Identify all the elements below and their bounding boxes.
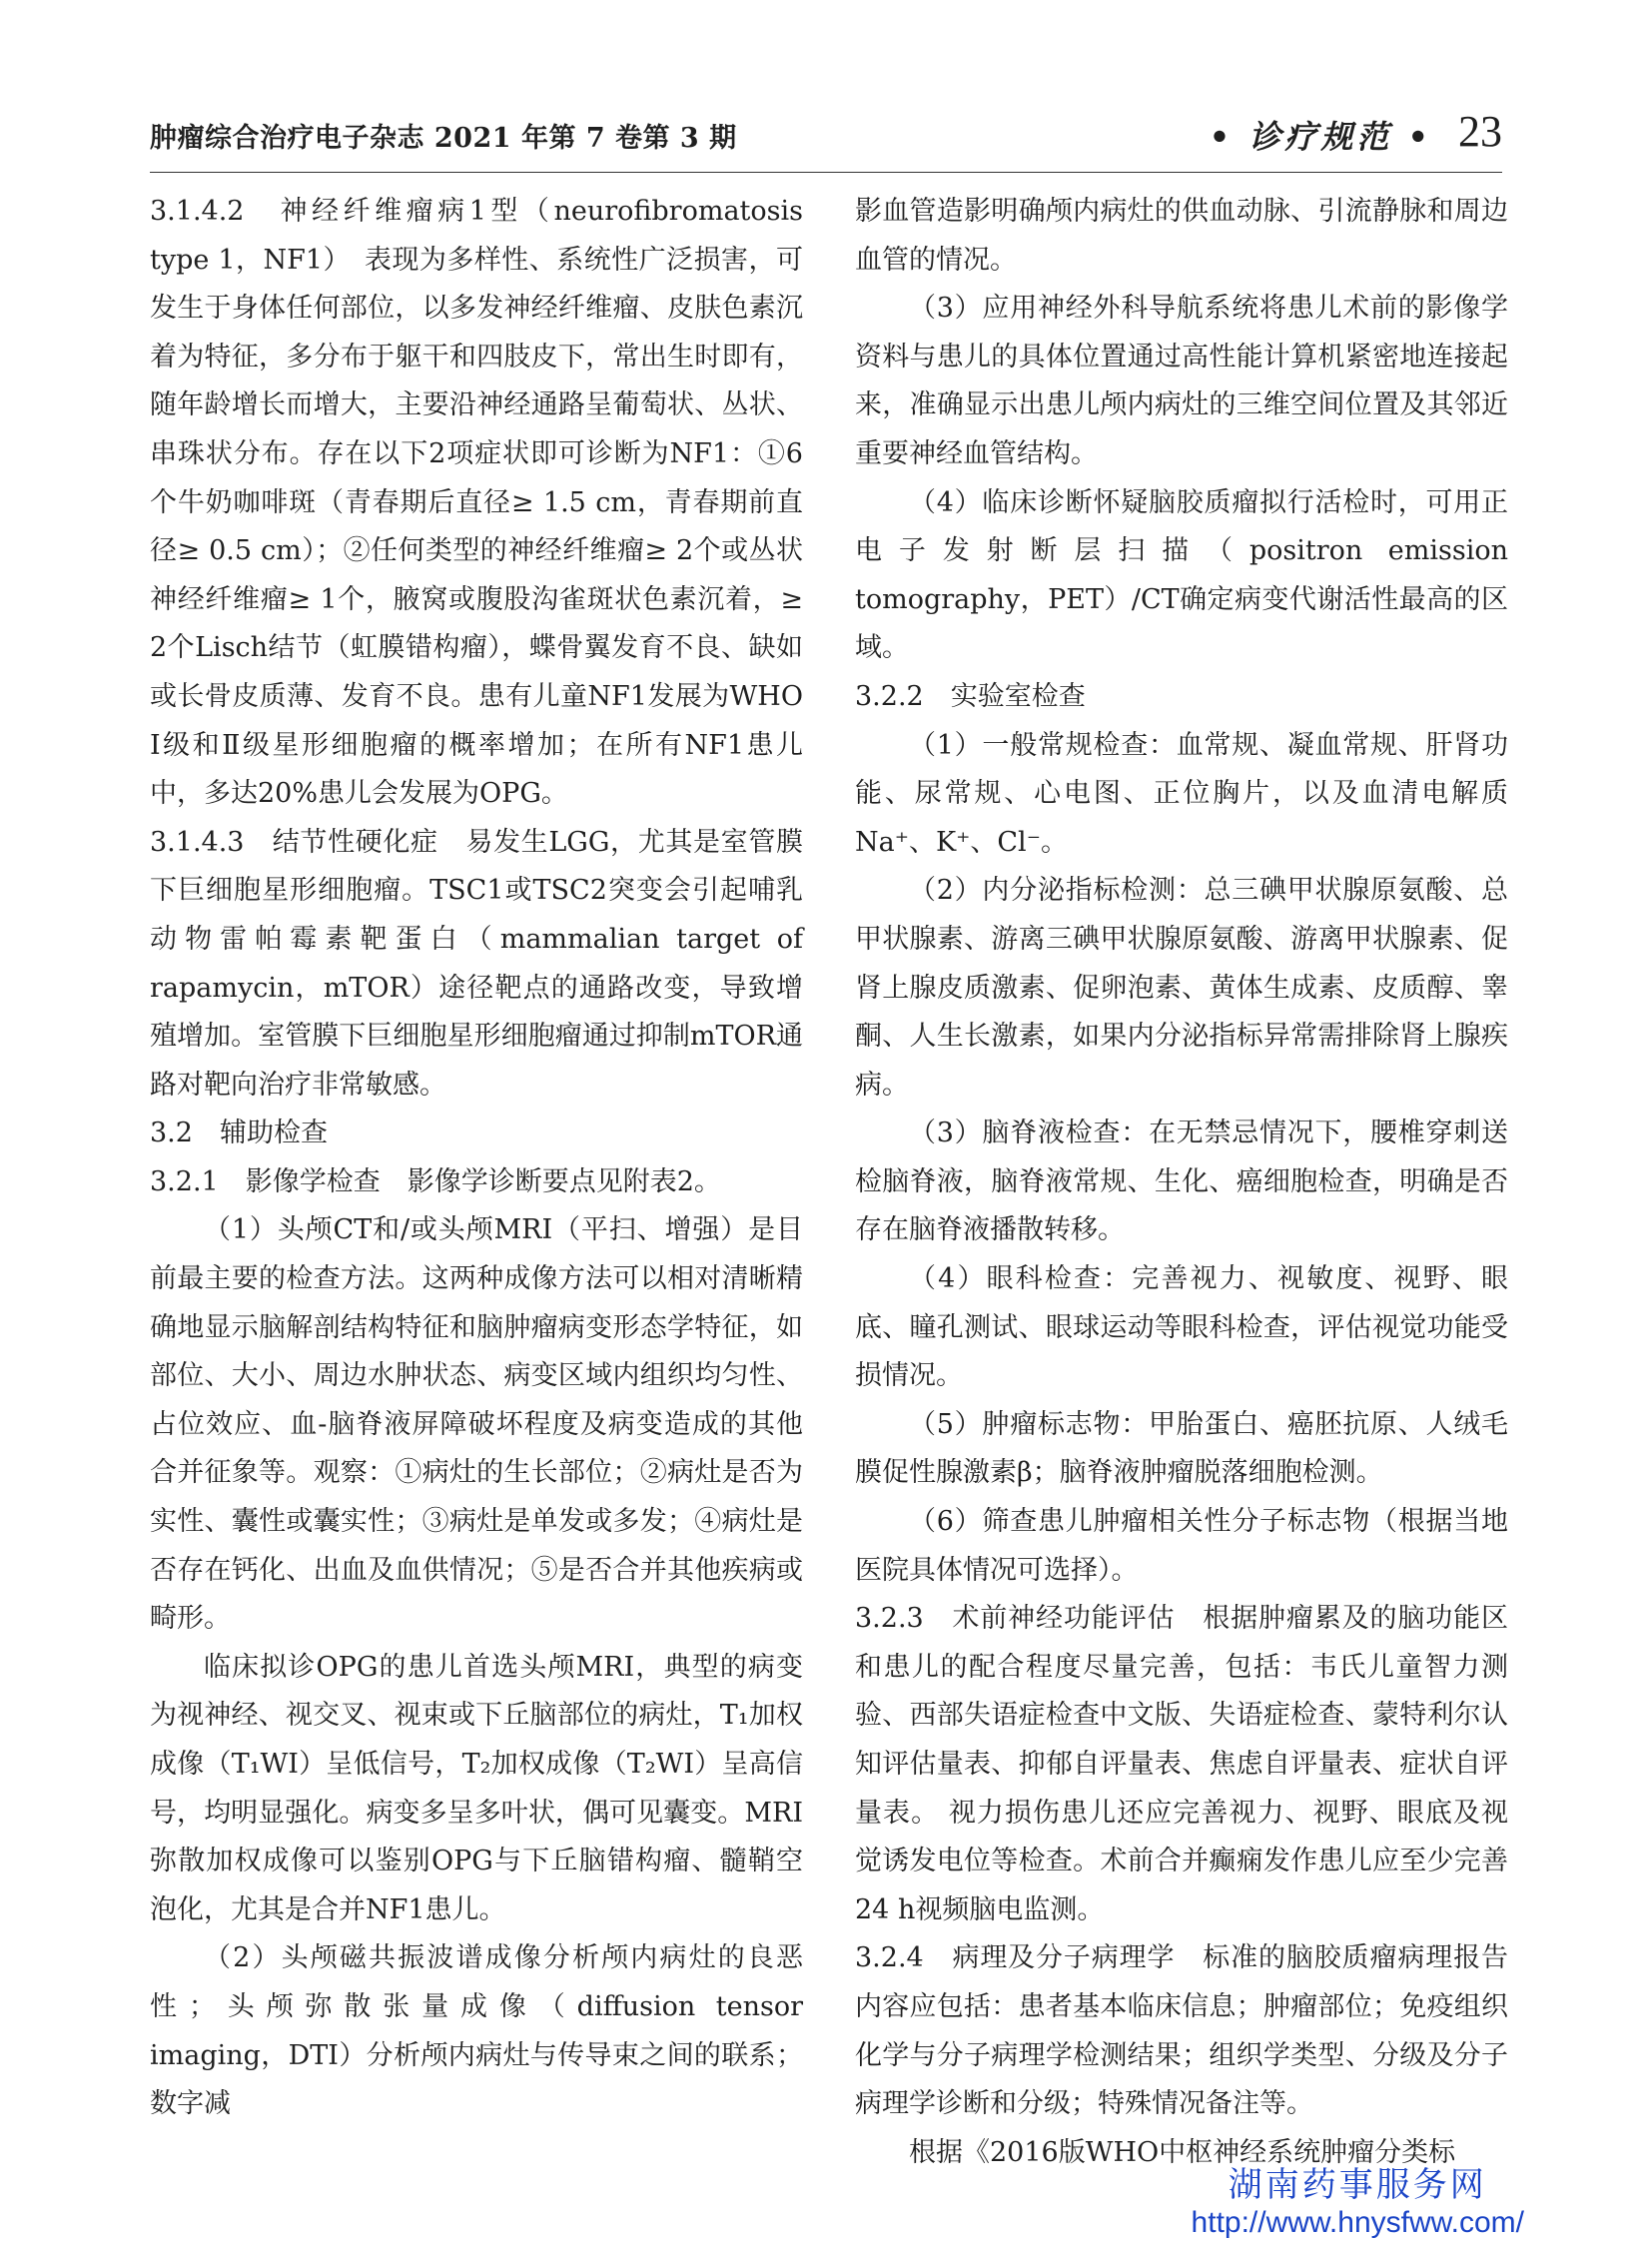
paragraph: （1）一般常规检查：血常规、凝血常规、肝肾功能、尿常规、心电图、正位胸片，以及血清电解质Na⁺、K⁺、Cl⁻。 [855,729,1508,858]
paragraph: 临床拟诊OPG的患儿首选头颅MRI，典型的病变为视神经、视交叉、视束或下丘脑部位的病灶，T₁加权成像（T₁WI）呈低信号，T₂加权成像（T₂WI）呈高信号，均明显强化。病变多呈多叶状，偶可见囊变。MRI弥散加权成像可以鉴别OPG与下丘脑错构瘤、髓鞘空泡化，尤其是合并NF1患儿。 [150,1651,803,1925]
paragraph: 3.1.4.2 神经纤维瘤病1型（neurofibromatosis type 1，NF1） 表现为多样性、系统性广泛损害，可发生于身体任何部位，以多发神经纤维瘤、皮肤色素沉着为特征，多分布于躯干和四肢皮下，常出生时即有，随年龄增长而增大，主要沿神经通路呈葡萄状、丛状、串珠状分布。存在以下2项症状即可诊断为NF1：①6个牛奶咖啡斑（青春期后直径≥ 1.5 cm，青春期前直径≥ 0.5 cm）；②任何类型的神经纤维瘤≥ 2个或丛状神经纤维瘤≥ 1个，腋窝或腹股沟雀斑状色素沉着，≥ 2个Lisch结节（虹膜错构瘤），蝶骨翼发育不良、缺如或长骨皮质薄、发育不良。患有儿童NF1发展为WHO Ⅰ级和Ⅱ级星形细胞瘤的概率增加；在所有NF1患儿中，多达20%患儿会发展为OPG。 [150,196,803,810]
paragraph: （3）应用神经外科导航系统将患儿术前的影像学资料与患儿的具体位置通过高性能计算机紧密地连接起来，准确显示出患儿颅内病灶的三维空间位置及其邻近重要神经血管结构。 [855,293,1508,469]
paragraph: 3.1.4.3 结节性硬化症 易发生LGG，尤其是室管膜下巨细胞星形细胞瘤。TSC1或TSC2突变会引起哺乳动物雷帕霉素靶蛋白（mammalian target of rapamycin，mTOR）途径靶点的通路改变，导致增殖增加。室管膜下巨细胞星形细胞瘤通过抑制mTOR通路对靶向治疗非常敏感。 [150,826,803,1101]
paragraph: （6）筛查患儿肿瘤相关性分子标志物（根据当地医院具体情况可选择）。 [855,1506,1508,1586]
section-tag: • 诊疗规范 • [1209,118,1432,156]
paragraph: （3）脑脊液检查：在无禁忌情况下，腰椎穿刺送检脑脊液，脑脊液常规、生化、癌细胞检查，明确是否存在脑脊液播散转移。 [855,1118,1508,1246]
paragraph: （4）眼科检查：完善视力、视敏度、视野、眼底、瞳孔测试、眼球运动等眼科检查，评估视觉功能受损情况。 [855,1263,1508,1392]
paragraph: 影血管造影明确颅内病灶的供血动脉、引流静脉和周边血管的情况。 [855,196,1508,276]
paragraph: （4）临床诊断怀疑脑胶质瘤拟行活检时，可用正电子发射断层扫描（positron emission tomography，PET）/CT确定病变代谢活性最高的区域。 [855,486,1508,664]
paragraph: 根据《2016版WHO中枢神经系统肿瘤分类标 [909,2136,1456,2168]
watermark [1192,2165,1524,2241]
paragraph: 3.2.1 影像学检查 影像学诊断要点见附表2。 [150,1165,721,1197]
page-header [150,107,1502,168]
paragraph: （2）内分泌指标检测：总三碘甲状腺原氨酸、总甲状腺素、游离三碘甲状腺原氨酸、游离甲状腺素、促肾上腺皮质激素、促卵泡素、黄体生成素、皮质醇、睾酮、人生长激素，如果内分泌指标异常需排除肾上腺疾病。 [855,875,1508,1101]
paragraph: （1）头颅CT和/或头颅MRI（平扫、增强）是目前最主要的检查方法。这两种成像方法可以相对清晰精确地显示脑解剖结构特征和脑肿瘤病变形态学特征，如部位、大小、周边水肿状态、病变区域内组织均匀性、占位效应、血-脑脊液屏障破坏程度及病变造成的其他合并征象等。观察：①病灶的生长部位；②病灶是否为实性、囊性或囊实性；③病灶是单发或多发；④病灶是否存在钙化、出血及血供情况；⑤是否合并其他疾病或畸形。 [150,1214,803,1635]
paragraph: 3.2 辅助检查 [150,1118,328,1149]
paragraph: 3.2.2 实验室检查 [855,680,1086,712]
paragraph: 3.2.3 术前神经功能评估 根据肿瘤累及的脑功能区和患儿的配合程度尽量完善，包括：韦氏儿童智力测验、西部失语症检查中文版、失语症检查、蒙特利尔认知评估量表、抑郁自评量表、焦虑自评量表、症状自评量表。 视力损伤患儿还应完善视力、视野、眼底及视觉诱发电位等检查。术前合并癫痫发作患儿应至少完善24 h视频脑电监测。 [855,1603,1508,1925]
paragraph: （5）肿瘤标志物：甲胎蛋白、癌胚抗原、人绒毛膜促性腺激素β；脑脊液肿瘤脱落细胞检测。 [855,1408,1508,1489]
watermark-url[interactable]: http://www.hnysfww.com/ [1191,2206,1524,2239]
paragraph: 3.2.4 病理及分子病理学 标准的脑胶质瘤病理报告内容应包括：患者基本临床信息；肿瘤部位；免疫组织化学与分子病理学检测结果；组织学类型、分级及分子病理学诊断和分级；特殊情况备注等。 [855,1942,1508,2120]
left-column [150,188,803,2129]
page-number: 23 [1458,107,1502,156]
watermark-name: 湖南药事服务网 [1228,2166,1487,2204]
journal-title: 肿瘤综合治疗电子杂志 2021 年第 7 卷第 3 期 [150,123,737,154]
right-column [855,188,1508,2177]
header-rule [150,172,1502,173]
paragraph: （2）头颅磁共振波谱成像分析颅内病灶的良恶性；头颅弥散张量成像（diffusion tensor imaging，DTI）分析颅内病灶与传导束之间的联系；数字减 [150,1942,803,2120]
